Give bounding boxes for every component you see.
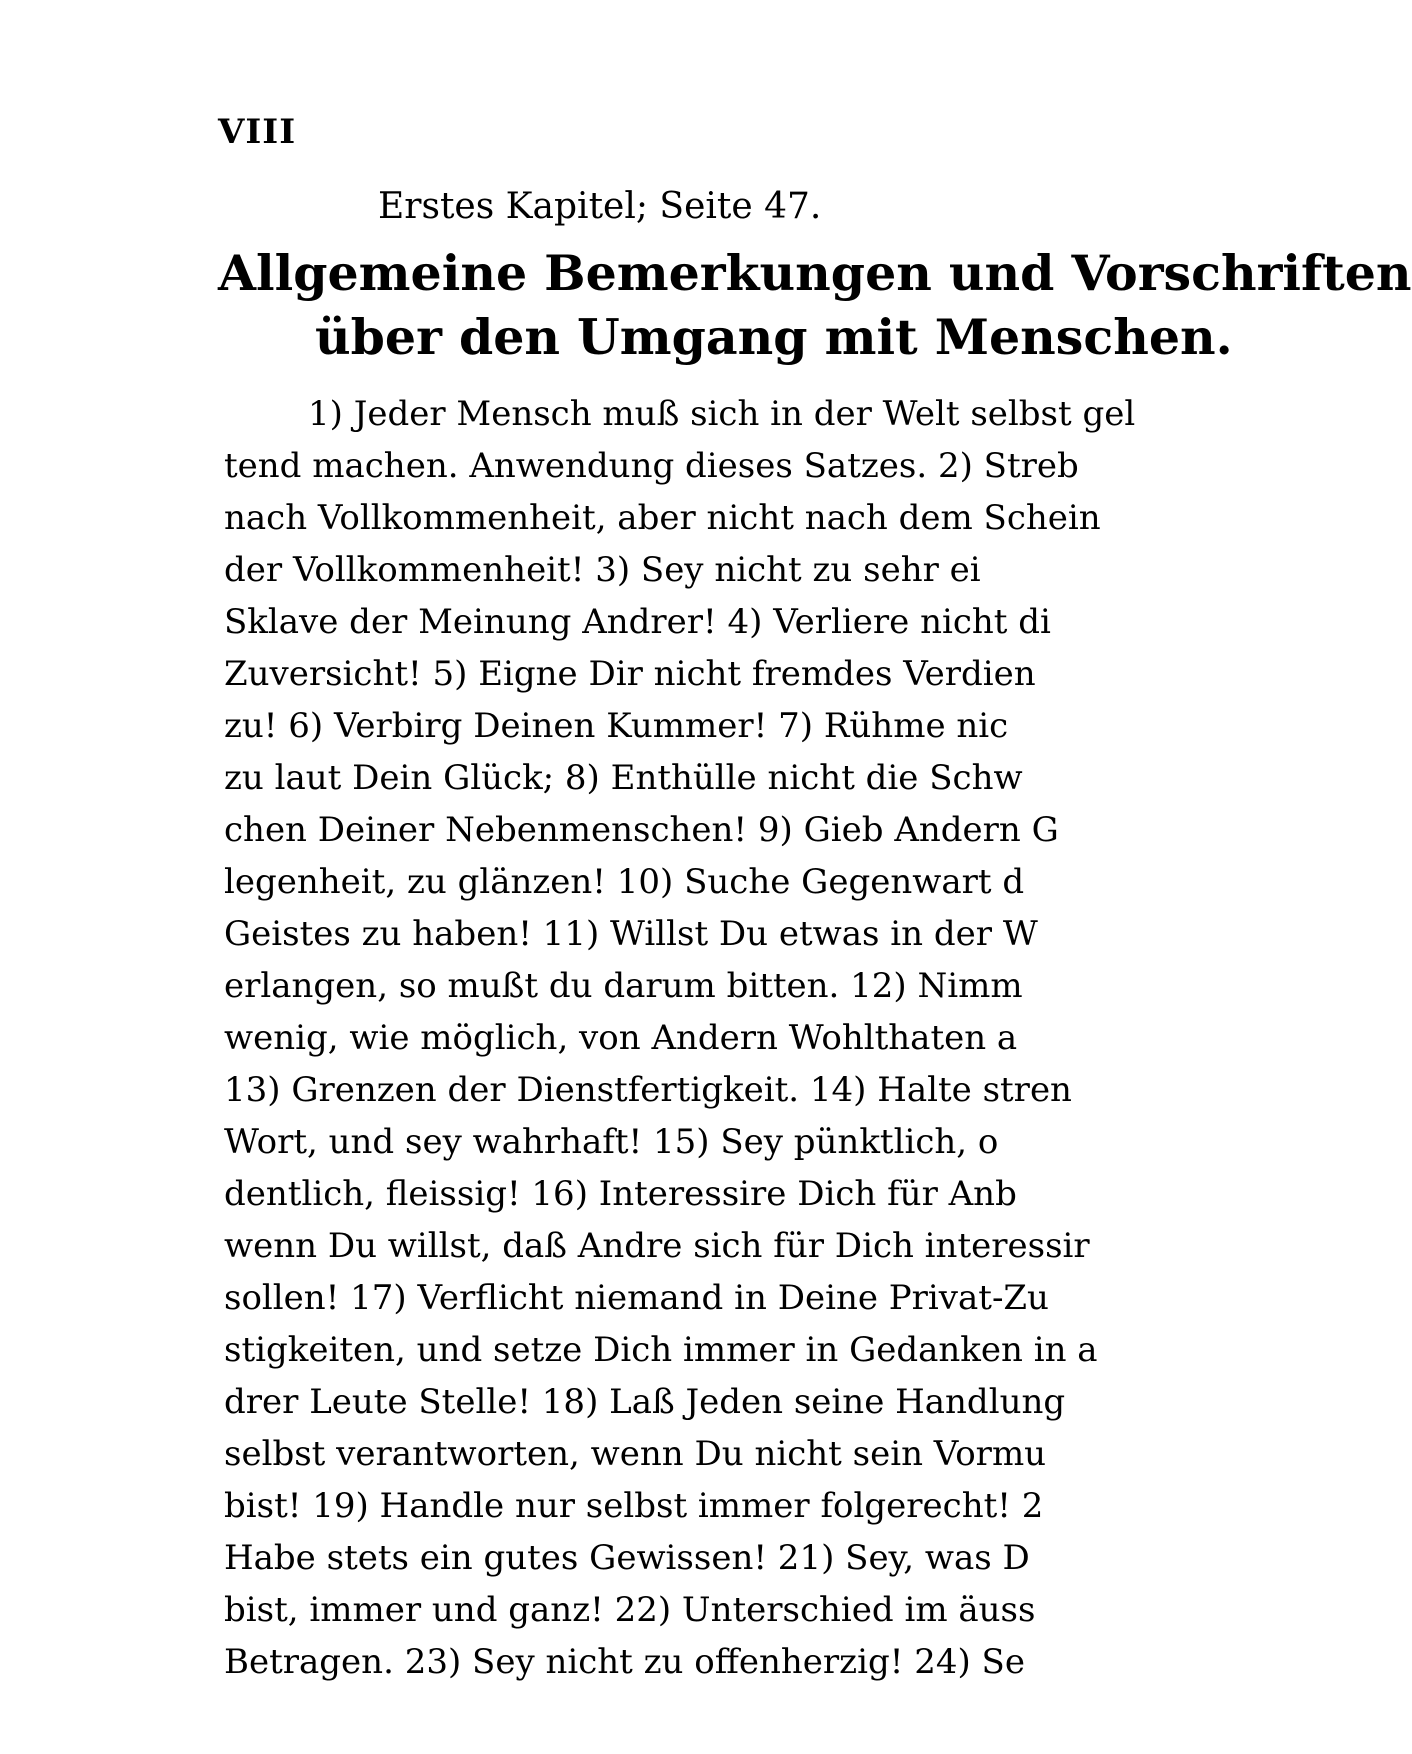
body-line: zu! 6) Verbirg Deinen Kummer! 7) Rühme nic xyxy=(224,706,1009,746)
body-line: Habe stets ein gutes Gewissen! 21) Sey, was D xyxy=(224,1538,1030,1578)
body-line: Geistes zu haben! 11) Willst Du etwas in der W xyxy=(224,914,1038,954)
body-line: 13) Grenzen der Dienstfertigkeit. 14) Halte stren xyxy=(224,1070,1072,1110)
body-line: drer Leute Stelle! 18) Laß Jeden seine Handlung xyxy=(224,1382,1066,1422)
body-line: Wort, und sey wahrhaft! 15) Sey pünktlich, o xyxy=(224,1122,999,1162)
body-line: Betragen. 23) Sey nicht zu offenherzig! 24) Se xyxy=(224,1642,1025,1682)
body-line: bist, immer und ganz! 22) Unterschied im äuss xyxy=(224,1590,1036,1630)
body-line: erlangen, so mußt du darum bitten. 12) Nimm xyxy=(224,966,1023,1006)
body-line: sollen! 17) Verflicht niemand in Deine Privat-Zu xyxy=(224,1278,1049,1318)
body-line: wenn Du willst, daß Andre sich für Dich interessir xyxy=(224,1226,1090,1266)
body-text xyxy=(224,388,1136,1688)
section-title-line-1: Allgemeine Bemerkungen und Vorschriften xyxy=(218,244,1412,302)
body-line: der Vollkommenheit! 3) Sey nicht zu sehr ei xyxy=(224,550,981,590)
body-line: selbst verantworten, wenn Du nicht sein Vormu xyxy=(224,1434,1047,1474)
body-line: Sklave der Meinung Andrer! 4) Verliere nicht di xyxy=(224,602,1051,642)
chapter-heading: Erstes Kapitel; Seite 47. xyxy=(378,186,822,227)
section-title-line-2: über den Umgang mit Menschen. xyxy=(315,308,1233,366)
body-line: 1) Jeder Mensch muß sich in der Welt selbst gel xyxy=(308,394,1136,434)
body-line: chen Deiner Nebenmenschen! 9) Gieb Andern G xyxy=(224,810,1059,850)
body-line: Zuversicht! 5) Eigne Dir nicht fremdes Verdien xyxy=(224,654,1036,694)
body-line: zu laut Dein Glück; 8) Enthülle nicht die Schw xyxy=(224,758,1023,798)
page-number: VIII xyxy=(218,112,297,152)
body-line: wenig, wie möglich, von Andern Wohlthaten a xyxy=(224,1018,1018,1058)
body-line: stigkeiten, und setze Dich immer in Gedanken in a xyxy=(224,1330,1098,1370)
body-line: dentlich, fleissig! 16) Interessire Dich für Anb xyxy=(224,1174,1017,1214)
body-line: nach Vollkommenheit, aber nicht nach dem Schein xyxy=(224,498,1101,538)
body-line: tend machen. Anwendung dieses Satzes. 2) Streb xyxy=(224,446,1079,486)
body-line: bist! 19) Handle nur selbst immer folgerecht! 2 xyxy=(224,1486,1044,1526)
body-line: legenheit, zu glänzen! 10) Suche Gegenwart d xyxy=(224,862,1025,902)
